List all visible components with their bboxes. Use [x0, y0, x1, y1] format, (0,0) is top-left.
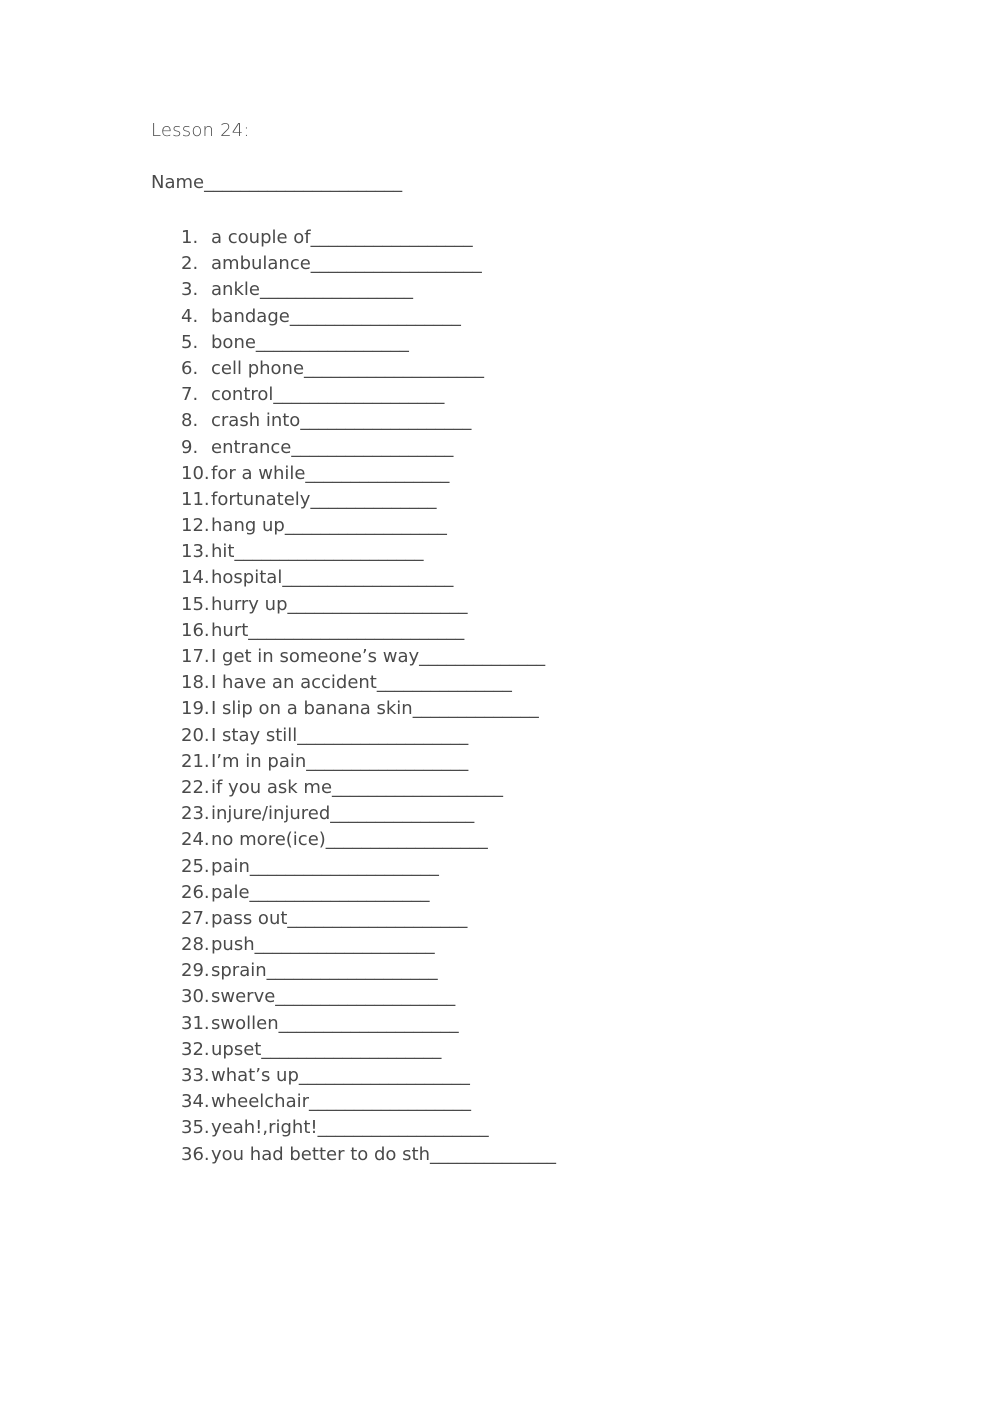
- item-text: hurt________________________: [211, 619, 465, 641]
- item-text: injure/injured________________: [211, 803, 475, 825]
- lesson-title: Lesson 24:: [151, 120, 250, 141]
- item-text: ankle_________________: [211, 279, 413, 301]
- item-text: sprain___________________: [211, 960, 438, 982]
- vocab-item: [181, 514, 556, 540]
- vocab-item: [181, 383, 556, 409]
- vocab-item: [181, 409, 556, 435]
- item-number: 18.: [181, 672, 210, 694]
- vocab-item: [181, 305, 556, 331]
- item-text: hang up__________________: [211, 515, 447, 537]
- item-number: 24.: [181, 829, 210, 851]
- vocab-item: [181, 1116, 556, 1142]
- item-number: 22.: [181, 776, 210, 798]
- item-number: 14.: [181, 567, 210, 589]
- vocab-item: [181, 907, 556, 933]
- item-number: 31.: [181, 1012, 210, 1034]
- item-text: what’s up___________________: [211, 1065, 470, 1086]
- vocab-item: [181, 462, 556, 488]
- vocab-item: [181, 855, 556, 881]
- item-text: pain_____________________: [211, 855, 439, 877]
- vocab-item: [181, 1064, 556, 1090]
- item-number: 16.: [181, 619, 210, 641]
- item-text: you had better to do sth______________: [211, 1143, 556, 1165]
- item-number: 30.: [181, 986, 210, 1008]
- item-text: ambulance___________________: [211, 253, 482, 275]
- item-text: a couple of__________________: [211, 227, 473, 248]
- item-number: 26.: [181, 881, 210, 903]
- vocab-item: [181, 1090, 556, 1116]
- vocab-item: [181, 566, 556, 592]
- item-number: 5.: [181, 331, 199, 353]
- vocab-item: [181, 1143, 556, 1169]
- item-text: no more(ice)__________________: [211, 829, 488, 851]
- item-number: 33.: [181, 1065, 210, 1086]
- item-text: hurry up____________________: [211, 593, 468, 615]
- item-number: 3.: [181, 279, 199, 301]
- item-number: 19.: [181, 698, 210, 720]
- item-text: if you ask me___________________: [211, 776, 504, 798]
- item-number: 17.: [181, 646, 210, 667]
- vocab-item: [181, 985, 556, 1011]
- item-text: I’m in pain__________________: [211, 750, 469, 772]
- item-text: I slip on a banana skin______________: [211, 698, 539, 720]
- item-text: entrance__________________: [211, 436, 454, 458]
- vocab-item: [181, 671, 556, 697]
- vocab-item: [181, 750, 556, 776]
- item-number: 29.: [181, 960, 210, 982]
- item-number: 15.: [181, 593, 210, 615]
- vocab-item: [181, 645, 556, 671]
- item-text: cell phone____________________: [211, 357, 485, 379]
- vocab-item: [181, 357, 556, 383]
- item-number: 28.: [181, 934, 210, 956]
- item-text: swerve____________________: [211, 986, 456, 1008]
- vocab-item: [181, 724, 556, 750]
- item-number: 27.: [181, 907, 210, 929]
- name-field-line: Name______________________: [151, 172, 403, 193]
- item-number: 25.: [181, 855, 210, 877]
- vocab-item: [181, 959, 556, 985]
- vocab-item: [181, 776, 556, 802]
- item-number: 35.: [181, 1117, 210, 1139]
- item-number: 23.: [181, 803, 210, 825]
- item-text: bandage___________________: [211, 305, 461, 327]
- item-number: 1.: [181, 227, 199, 248]
- item-text: yeah!,right!___________________: [211, 1117, 489, 1139]
- vocab-item: [181, 252, 556, 278]
- vocab-item: [181, 278, 556, 304]
- item-number: 36.: [181, 1143, 210, 1165]
- item-text: hospital___________________: [211, 567, 454, 589]
- item-number: 2.: [181, 253, 199, 275]
- item-text: swollen____________________: [211, 1012, 459, 1034]
- item-number: 12.: [181, 515, 210, 537]
- item-text: push____________________: [211, 934, 435, 956]
- item-number: 21.: [181, 750, 210, 772]
- item-text: I get in someone’s way______________: [211, 646, 546, 667]
- item-text: hit_____________________: [211, 541, 424, 563]
- vocab-item: [181, 828, 556, 854]
- vocab-item: [181, 593, 556, 619]
- item-text: upset____________________: [211, 1038, 442, 1060]
- item-number: 6.: [181, 357, 199, 379]
- item-text: wheelchair__________________: [211, 1091, 472, 1113]
- vocab-item: [181, 881, 556, 907]
- item-number: 9.: [181, 436, 199, 458]
- vocab-item: [181, 619, 556, 645]
- vocab-item: [181, 697, 556, 723]
- item-number: 34.: [181, 1091, 210, 1113]
- item-number: 4.: [181, 305, 199, 327]
- vocab-item: [181, 933, 556, 959]
- vocab-item: [181, 488, 556, 514]
- item-text: fortunately______________: [211, 488, 437, 510]
- vocabulary-list: [181, 226, 556, 1169]
- item-number: 20.: [181, 724, 210, 746]
- item-number: 10.: [181, 462, 210, 484]
- vocab-item: [181, 1012, 556, 1038]
- item-text: I stay still___________________: [211, 724, 469, 746]
- item-number: 11.: [181, 488, 210, 510]
- vocab-item: [181, 331, 556, 357]
- item-number: 32.: [181, 1038, 210, 1060]
- vocab-item: [181, 540, 556, 566]
- item-text: bone_________________: [211, 331, 409, 353]
- vocab-item: [181, 1038, 556, 1064]
- item-text: control___________________: [211, 384, 445, 406]
- item-text: for a while________________: [211, 462, 450, 484]
- item-text: crash into___________________: [211, 410, 472, 432]
- vocab-item: [181, 436, 556, 462]
- item-number: 8.: [181, 410, 199, 432]
- vocab-item: [181, 226, 556, 252]
- vocab-item: [181, 802, 556, 828]
- item-number: 7.: [181, 384, 199, 406]
- item-text: pass out____________________: [211, 907, 468, 929]
- item-text: pale____________________: [211, 881, 430, 903]
- item-text: I have an accident_______________: [211, 672, 512, 694]
- item-number: 13.: [181, 541, 210, 563]
